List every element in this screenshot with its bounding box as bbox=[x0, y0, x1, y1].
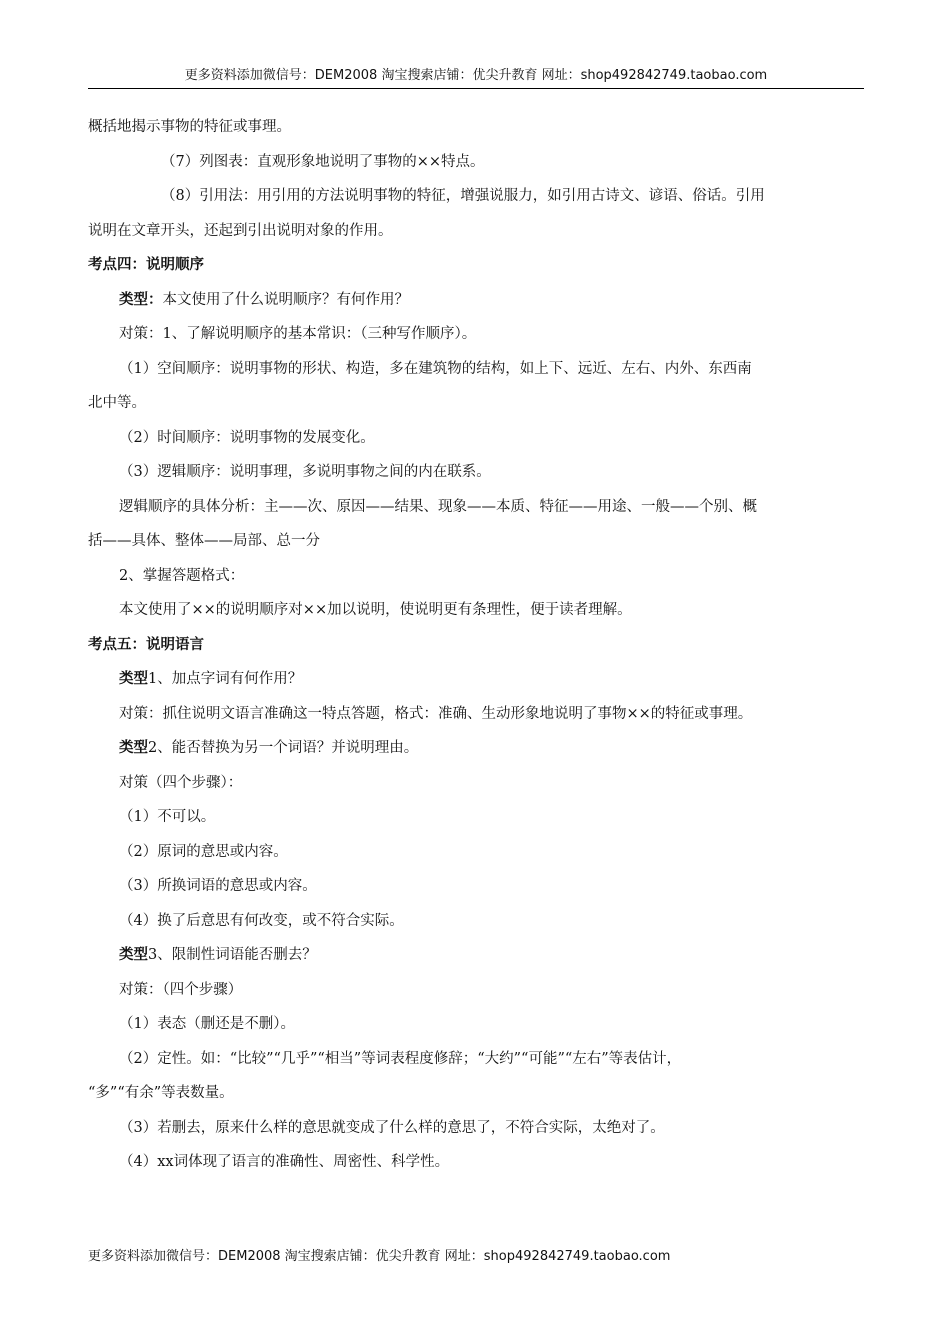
page-header: 更多资料添加微信号：DEM2008 淘宝搜索店铺：优尖升教育 网址：shop492842749.taobao.com bbox=[88, 66, 864, 89]
text-line: 概括地揭示事物的特征或事理。 bbox=[88, 119, 291, 135]
type-label: 类型 bbox=[119, 671, 148, 687]
text-line: 对策：（四个步骤） bbox=[119, 981, 243, 998]
text-line: “多”“有余”等表数量。 bbox=[88, 1085, 234, 1101]
text-line: （2）原词的意思或内容。 bbox=[119, 843, 288, 860]
type-question: 3、限制性词语能否删去？ bbox=[148, 947, 317, 963]
text-line: （1）不可以。 bbox=[119, 809, 216, 825]
text-line: 说明在文章开头，还起到引出说明对象的作用。 bbox=[88, 222, 393, 239]
type-label: 类型 bbox=[119, 947, 148, 963]
text-line: 2、掌握答题格式： bbox=[119, 567, 245, 584]
type-question: 2、能否替换为另一个词语？并说明理由。 bbox=[148, 740, 419, 756]
text-line: （3）所换词语的意思或内容。 bbox=[119, 878, 317, 894]
text-line: （4）xx词体现了语言的准确性、周密性、科学性。 bbox=[119, 1154, 450, 1170]
text-line: 对策：抓住说明文语言准确这一特点答题，格式：准确、生动形象地说明了事物××的特征或事理。 bbox=[119, 705, 753, 722]
text-line: 逻辑顺序的具体分析：主——次、原因——结果、现象——本质、特征——用途、一般——个别、概 bbox=[119, 498, 757, 515]
text-line: 北中等。 bbox=[88, 395, 146, 411]
text-line: （3）若删去，原来什么样的意思就变成了什么样的意思了，不符合实际，太绝对了。 bbox=[119, 1119, 665, 1136]
section-heading: 考点五：说明语言 bbox=[88, 636, 204, 653]
text-line: （1）空间顺序：说明事物的形状、构造，多在建筑物的结构，如上下、远近、左右、内外、东西南 bbox=[119, 360, 752, 377]
text-line: 对策（四个步骤）： bbox=[119, 774, 243, 791]
text-line: 括——具体、整体——局部、总一分 bbox=[88, 533, 320, 549]
document-body bbox=[88, 110, 864, 1180]
text-line: （2）时间顺序：说明事物的发展变化。 bbox=[119, 429, 375, 446]
type-question: 本文使用了什么说明顺序？有何作用？ bbox=[162, 291, 409, 308]
text-line: （8）引用法：用引用的方法说明事物的特征，增强说服力，如引用古诗文、谚语、俗话。引用 bbox=[161, 188, 765, 204]
type-label: 类型 bbox=[119, 740, 148, 756]
text-line bbox=[88, 731, 864, 766]
text-line bbox=[88, 283, 864, 318]
text-line: 本文使用了××的说明顺序对××加以说明，使说明更有条理性，便于读者理解。 bbox=[119, 602, 632, 618]
text-line: （3）逻辑顺序：说明事理，多说明事物之间的内在联系。 bbox=[119, 464, 491, 480]
text-line: （4）换了后意思有何改变，或不符合实际。 bbox=[119, 912, 404, 929]
section-heading: 考点四：说明顺序 bbox=[88, 257, 204, 273]
text-line bbox=[88, 938, 864, 973]
page-footer: 更多资料添加微信号：DEM2008 淘宝搜索店铺：优尖升教育 网址：shop492842749.taobao.com bbox=[88, 1249, 671, 1264]
text-line: （1）表态（删还是不删）。 bbox=[119, 1016, 295, 1032]
text-line bbox=[88, 662, 864, 697]
text-line: （2）定性。如：“比较”“几乎”“相当”等词表程度修辞；“大约”“可能”“左右”等表估计， bbox=[119, 1050, 682, 1067]
type-question: 1、加点字词有何作用？ bbox=[148, 671, 303, 687]
type-label: 类型： bbox=[119, 291, 163, 308]
text-line: 对策：1、了解说明顺序的基本常识：（三种写作顺序）。 bbox=[119, 326, 477, 342]
text-line: （7）列图表：直观形象地说明了事物的××特点。 bbox=[161, 153, 485, 170]
